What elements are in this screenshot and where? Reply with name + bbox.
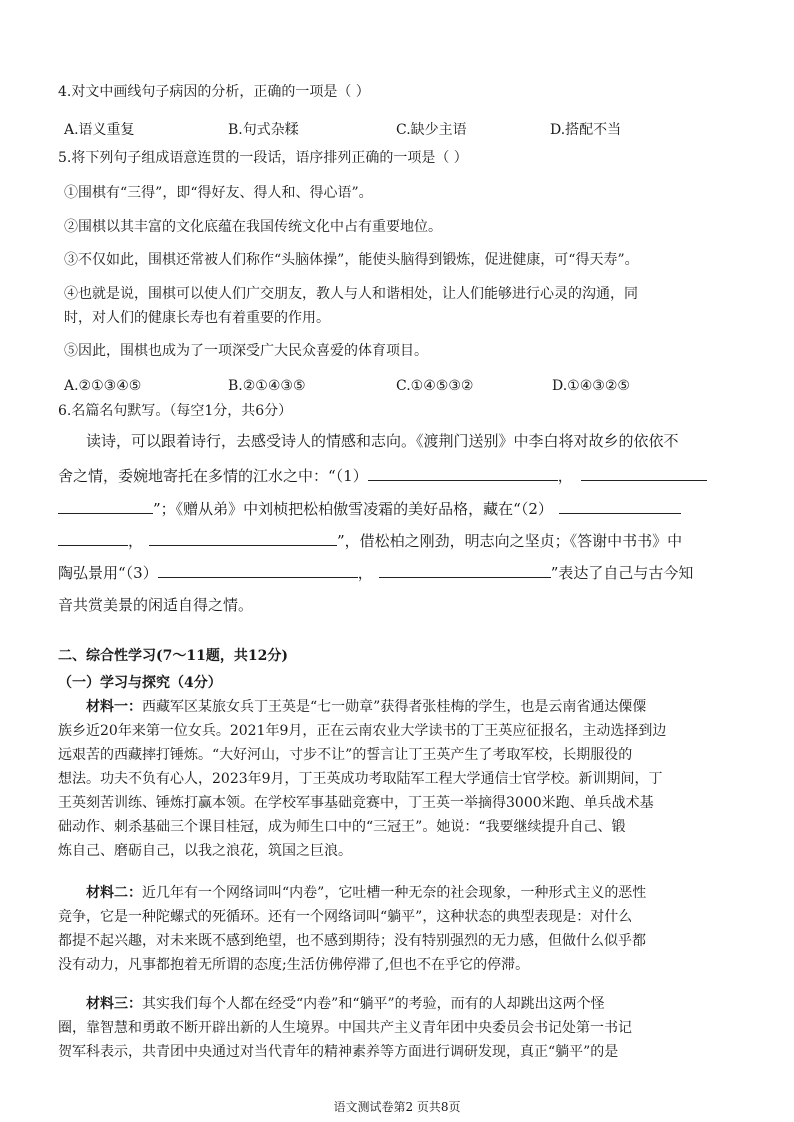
q5-option-b: B.②①④③⑤ (228, 378, 306, 394)
blank-1b-start[interactable] (581, 466, 707, 481)
blank-2a-end[interactable] (58, 531, 128, 546)
q6-comma-3: ， (357, 564, 373, 582)
material-1-text: 西藏军区某旅女兵丁王英是“七一勋章”获得者张桂梅的学生，也是云南省通达傈僳 (142, 699, 647, 715)
blank-1b-end[interactable] (58, 499, 153, 514)
q6-line-4 (58, 531, 682, 551)
material-1-line-4: 想法。功夫不负有心人，2023年9月，丁王英成功考取陆军工程大学通信士官学校。新训期间，丁 (58, 771, 663, 787)
material-2-line-4: 没有动力，凡事都抱着无所谓的态度;生活仿佛停滞了,但也不在乎它的停滞。 (58, 957, 530, 973)
q6-stem: 6.名篇名句默写。（每空1分，共6分） (58, 403, 293, 419)
q5-sentence-2: ②围棋以其丰富的文化底蕴在我国传统文化中占有重要地位。 (64, 219, 442, 235)
page-footer: 语文测试卷第2 页共8页 (333, 1100, 461, 1114)
blank-2a-start[interactable] (559, 499, 681, 514)
material-3-line-1 (86, 994, 605, 1014)
q6-line-5-text-c: ”表达了自己与古今知 (550, 564, 694, 582)
q4-option-a: A.语义重复 (64, 122, 135, 138)
q6-line-1: 读诗，可以跟着诗行，去感受诗人的情感和志向。《渡荆门送别》中李白将对故乡的依依不 (86, 432, 679, 450)
q6-line-2 (58, 466, 707, 486)
q5-sentence-4b: 时，对人们的健康长寿也有着重要的作用。 (64, 310, 330, 326)
material-2-label: 材料二： (86, 885, 142, 901)
q4-option-d: D.搭配不当 (550, 122, 622, 138)
q6-comma-2: ， (128, 532, 144, 550)
q5-sentence-3: ③不仅如此，围棋还常被人们称作“头脑体操”，能使头脑得到锻炼，促进健康，可“得天寿”。 (64, 252, 639, 268)
q5-sentence-5: ⑤因此，围棋也成为了一项深受广大民众喜爱的体育项目。 (64, 343, 428, 359)
q5-sentence-1: ①围棋有“三得”，即“得好友、得人和、得心语”。 (64, 185, 373, 201)
material-2-line-1 (86, 883, 646, 903)
material-1-line-5: 王英刻苦训练、锤炼打赢本领。在学校军事基础竞赛中，丁王英一举摘得3000米跑、单兵战术基 (58, 795, 654, 811)
material-3-line-3: 贺军科表示，共青团中央通过对当代青年的精神素养等方面进行调研发现，真正“躺平”的是 (58, 1044, 619, 1060)
q4-stem: 4.对文中画线句子病因的分析，正确的一项是（ ） (58, 84, 370, 100)
q5-sentence-4a: ④也就是说，围棋可以使人们广交朋友，教人与人和谐相处，让人们能够进行心灵的沟通，同 (64, 286, 638, 302)
material-1-line-6: 础动作、刺杀基础三个课目桂冠，成为师生口中的“三冠王”。她说：“我要继续提升自己、锻 (58, 819, 626, 835)
material-2-line-3: 都提不起兴趣，对未来既不感到绝望，也不感到期待；没有特别强烈的无力感，但做什么似乎都 (58, 933, 646, 949)
blank-2b[interactable] (149, 531, 337, 546)
q6-comma-1: ， (557, 467, 573, 485)
q5-option-c: C.①④⑤③② (396, 378, 474, 394)
q6-line-5-text-a: 陶弘景用“（3） (58, 564, 158, 582)
section-2-heading: 二、综合性学习(7～11题，共12分) (58, 648, 288, 664)
q6-line-3-text: ”；《赠从弟》中刘桢把松柏傲雪凌霜的美好品格，藏在“（2） (153, 500, 553, 518)
q4-option-b: B.句式杂糅 (228, 122, 299, 138)
material-3-text: 其实我们每个人都在经受“内卷”和“躺平”的考验，而有的人却跳出这两个怪 (142, 996, 605, 1012)
q6-line-2-text: 舍之情，委婉地寄托在多情的江水之中：“（1） (58, 467, 368, 485)
q5-option-a: A.②①③④⑤ (64, 378, 142, 394)
material-1-line-2: 族乡近20年来第一位女兵。2021年9月，正在云南农业大学读书的丁王英应征报名，主动选择到边 (58, 723, 667, 739)
blank-3b[interactable] (379, 563, 551, 578)
material-1-line-3: 远艰苦的西藏摔打锤炼。“大好河山，寸步不让”的誓言让丁王英产生了考取军校，长期服役的 (58, 747, 633, 763)
material-3-line-2: 圈，靠智慧和勇敢不断开辟出新的人生境界。中国共产主义青年团中央委员会书记处第一书记 (58, 1020, 632, 1036)
blank-3a[interactable] (158, 563, 358, 578)
material-3-label: 材料三： (86, 996, 142, 1012)
q4-option-c: C.缺少主语 (396, 122, 467, 138)
q6-line-4-text: ”，借松柏之刚劲，明志向之坚贞；《答谢中书书》中 (337, 532, 683, 550)
q5-option-d: D.①④③②⑤ (552, 378, 630, 394)
q6-line-6: 音共赏美景的闲适自得之情。 (58, 596, 254, 614)
q6-line-5 (58, 563, 693, 583)
material-1-line-1 (86, 697, 646, 717)
material-1-label: 材料一： (86, 699, 142, 715)
blank-1a[interactable] (368, 466, 558, 481)
section-2-subheading: （一）学习与探究（4分） (58, 675, 222, 691)
q6-line-3 (58, 499, 681, 519)
material-2-line-2: 竞争，它是一种陀螺式的死循环。还有一个网络词叫“躺平”，这种状态的典型表现是：对什么 (58, 909, 633, 925)
q5-stem: 5.将下列句子组成语意连贯的一段话，语序排列正确的一项是（ ） (58, 150, 468, 166)
material-1-line-7: 炼自己、磨砺自己，以我之浪花，筑国之巨浪。 (58, 843, 352, 859)
material-2-text: 近几年有一个网络词叫“内卷”，它吐槽一种无奈的社会现象，一种形式主义的恶性 (142, 885, 647, 901)
